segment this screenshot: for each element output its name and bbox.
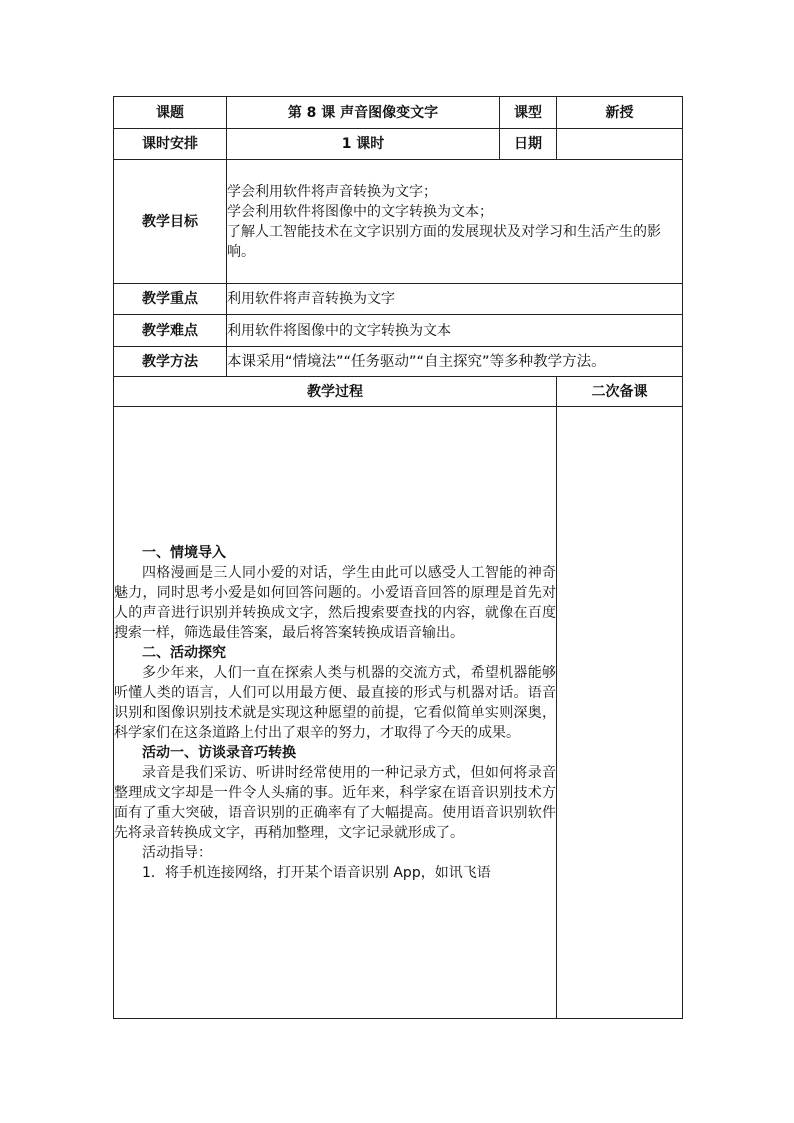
goals-label: 教学目标 (114, 160, 227, 284)
date-value (557, 129, 683, 160)
process-content (114, 407, 557, 1019)
key-point-value: 利用软件将声音转换为文字 (227, 284, 683, 315)
date-label: 日期 (500, 129, 557, 160)
section-heading: 一、情境导入 (142, 544, 226, 561)
body-paragraph: 多少年来，人们一直在探索人类与机器的交流方式，希望机器能够听懂人类的语言，人们可以用最方便、最直接的形式与机器对话。语音识别和图像识别技术就是实现这种愿望的前提，它看似简单实则深奥，科学家们在这条道路上付出了艰辛的努力，才取得了今天的成果。 (114, 664, 556, 741)
section-heading: 二、活动探究 (142, 644, 226, 661)
schedule-label: 课时安排 (114, 129, 227, 160)
goals-content (227, 160, 683, 284)
process-label: 教学过程 (114, 377, 557, 407)
header-row-2 (114, 129, 683, 160)
body-paragraph: 录音是我们采访、听讲时经常使用的一种记录方式，但如何将录音整理成文字却是一件令人头痛的事。近年来，科学家在语音识别技术方面有了重大突破，语音识别的正确率有了大幅提高。使用语音识别软件先将录音转换成文字，再稍加整理，文字记录就形成了。 (114, 764, 556, 841)
body-paragraph: 1．将手机连接网络，打开某个语音识别 App，如讯飞语 (142, 864, 491, 881)
difficulty-value: 利用软件将图像中的文字转换为文本 (227, 315, 683, 347)
method-label: 教学方法 (114, 347, 227, 377)
lesson-plan-table (113, 96, 683, 1019)
process-header-row (114, 377, 683, 407)
method-row (114, 347, 683, 377)
key-point-row (114, 284, 683, 315)
type-label: 课型 (500, 97, 557, 129)
difficulty-row (114, 315, 683, 347)
difficulty-label: 教学难点 (114, 315, 227, 347)
schedule-value: 1 课时 (227, 129, 500, 160)
goals-row (114, 160, 683, 284)
method-value: 本课采用“情境法”“任务驱动”“自主探究”等多种教学方法。 (227, 347, 683, 377)
second-prep-notes (557, 407, 683, 1019)
body-paragraph: 四格漫画是三人同小爱的对话，学生由此可以感受人工智能的神奇魅力，同时思考小爱是如何回答问题的。小爱语音回答的原理是首先对人的声音进行识别并转换成文字，然后搜索要查找的内容，就像在百度搜索一样，筛选最佳答案，最后将答案转换成语音输出。 (114, 564, 556, 641)
type-value: 新授 (557, 97, 683, 129)
goal-item: 学会利用软件将声音转换为文字； (227, 183, 437, 200)
header-row-1 (114, 97, 683, 129)
section-heading: 活动一、访谈录音巧转换 (142, 744, 296, 761)
goal-item: 了解人工智能技术在文字识别方面的发展现状及对学习和生活产生的影响。 (227, 223, 661, 260)
body-paragraph: 活动指导： (142, 844, 212, 861)
process-body-row (114, 407, 683, 1019)
topic-value: 第 8 课 声音图像变文字 (227, 97, 500, 129)
topic-label: 课题 (114, 97, 227, 129)
key-point-label: 教学重点 (114, 284, 227, 315)
second-prep-label: 二次备课 (557, 377, 683, 407)
goal-item: 学会利用软件将图像中的文字转换为文本； (227, 203, 493, 220)
